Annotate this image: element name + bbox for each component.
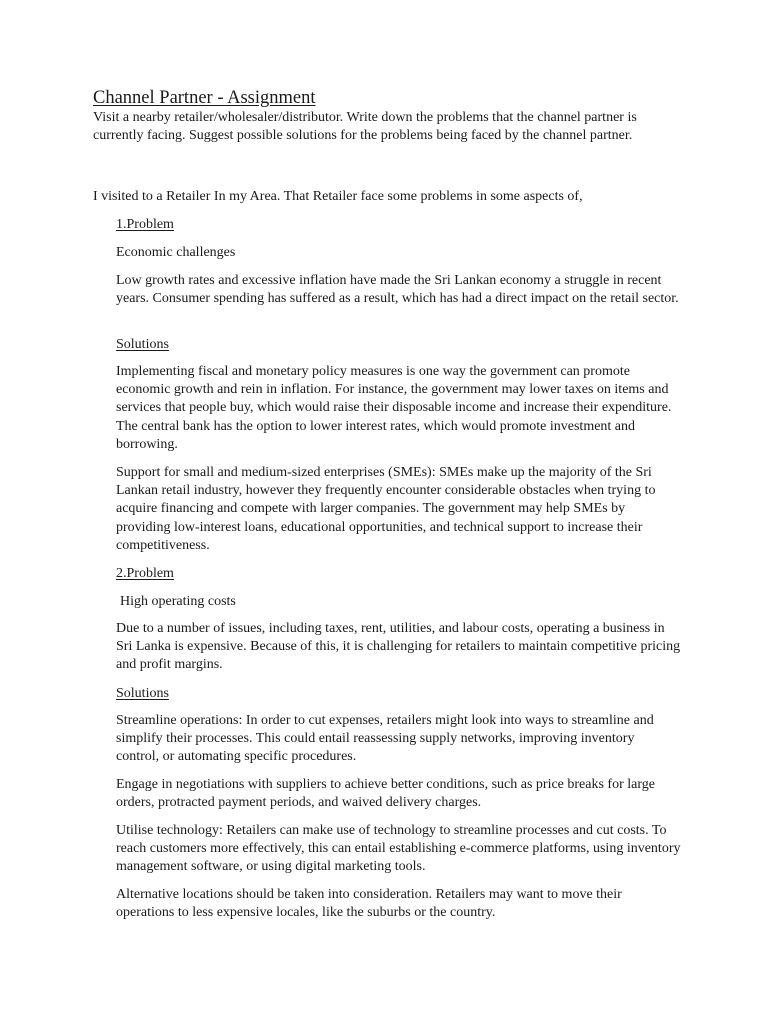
problem-1-solutions-heading: Solutions (116, 337, 169, 352)
document-title: Channel Partner - Assignment (93, 88, 316, 108)
problem-2-solution: Alternative locations should be taken into consideration. Retailers may want to move their operations to less expensive locales, like the suburbs or the country. (116, 887, 622, 921)
problem-2-solution: Streamline operations: In order to cut expenses, retailers might look into ways to streamline and simplify their processes. This could entail reassessing supply networks, improving inventory control, or automating specific procedures. (116, 713, 654, 765)
problem-2-solutions-heading: Solutions (116, 686, 169, 701)
assignment-instructions: Visit a nearby retailer/wholesaler/distributor. Write down the problems that the channel partner is currently facing. Suggest possible solutions for the problems being faced by the channel partner. (93, 110, 637, 144)
problem-2-title: High operating costs (120, 594, 236, 609)
problem-2-description: Due to a number of issues, including taxes, rent, utilities, and labour costs, operating a business in Sri Lanka is expensive. Because of this, it is challenging for retailers to maintain competitive pricing and profit margins. (116, 621, 681, 673)
problem-1-solution: Implementing fiscal and monetary policy measures is one way the government can promote economic growth and rein in inflation. For instance, the government may lower taxes on items and services that people buy, which would raise their disposable income and increase their expenditure. The central bank has the option to lower interest rates, which would promote investment and borrowing. (116, 364, 672, 452)
problem-1-solution: Support for small and medium-sized enterprises (SMEs): SMEs make up the majority of the Sri Lankan retail industry, however they frequently encounter considerable obstacles when trying to acquire financing and compete with larger companies. The government may help SMEs by providing low-interest loans, educational opportunities, and technical support to increase their competitiveness. (116, 465, 656, 553)
intro-statement: I visited to a Retailer In my Area. That Retailer face some problems in some aspects of, (93, 189, 583, 204)
problem-1-title: Economic challenges (116, 245, 236, 260)
problem-2-solution: Engage in negotiations with suppliers to achieve better conditions, such as price breaks for large orders, protracted payment periods, and waived delivery charges. (116, 777, 655, 811)
problem-1-heading: 1.Problem (116, 217, 174, 232)
problem-1-description: Low growth rates and excessive inflation have made the Sri Lankan economy a struggle in recent years. Consumer spending has suffered as a result, which has had a direct impact on the retail sector. (116, 273, 679, 307)
problem-2-solution: Utilise technology: Retailers can make use of technology to streamline processes and cut costs. To reach customers more effectively, this can entail establishing e-commerce platforms, using inventory management software, or using digital marketing tools. (116, 823, 681, 875)
problem-2-heading: 2.Problem (116, 566, 174, 581)
